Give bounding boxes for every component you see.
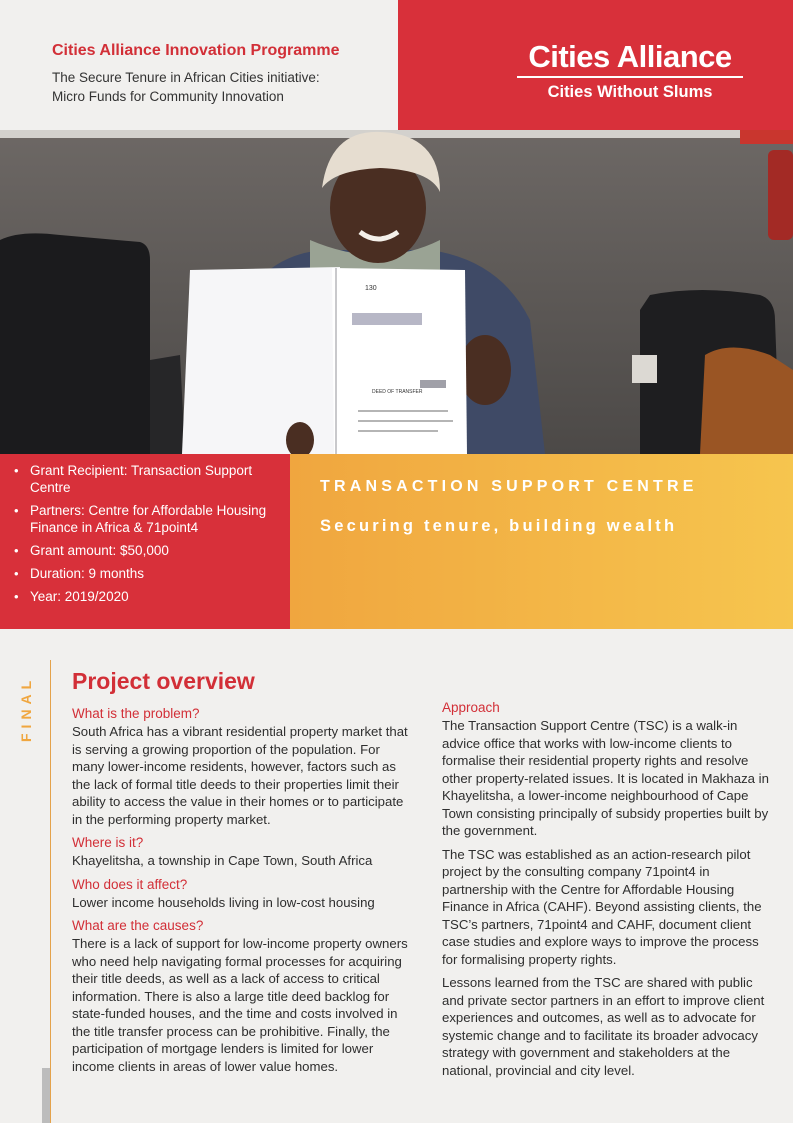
location-heading: Where is it?	[72, 835, 144, 850]
hero-photo	[0, 130, 793, 454]
cities-alliance-logo	[517, 40, 743, 102]
grant-amount: • Grant amount: $50,000	[14, 542, 282, 559]
document-right-page	[332, 268, 467, 454]
doc-number: 130	[365, 285, 377, 292]
grant-partners: • Partners: Centre for Affordable Housing Finance in Africa & 71point4	[14, 502, 282, 536]
approach-paragraph-3: Lessons learned from the TSC are shared with public and private sector partners in an effort to improve client experiences and outcomes, as well as to advocate for systemic change and to facilitate its broader advocacy strategy with government and stakeholders at the national, provincial and city level.	[442, 975, 765, 1078]
causes-text: There is a lack of support for low-income property owners who need help navigating formal processes for acquiring their title deeds, as well as a lack of access to critical information. There is also a large title deed backlog for state-funded houses, and the time and costs involved in the title transfer process can be prohibitive. Finally, the participation of mortgage lenders is limited for lower income clients in areas of lower value homes.	[72, 936, 408, 1074]
final-label: FINAL	[18, 675, 34, 742]
left-chair	[0, 233, 150, 454]
initiative-line-1: The Secure Tenure in African Cities initiative:	[52, 70, 320, 85]
affected-text: Lower income households living in low-cost housing	[72, 894, 375, 910]
logo-rule	[517, 76, 743, 78]
doc-heading: DEED OF TRANSFER	[372, 389, 423, 395]
problem-text: South Africa has a vibrant residential property market that is serving a growing proportion of the population. For many lower-income residents, however, factors such as the lack of formal title deeds to their properties limit their ability to access the value in their homes or to participate in the performing property market.	[72, 724, 408, 827]
causes-heading: What are the causes?	[72, 918, 204, 933]
fire-extinguisher	[768, 150, 793, 240]
grant-recipient: • Grant Recipient: Transaction Support Centre	[14, 462, 282, 496]
initiative-line-2: Micro Funds for Community Innovation	[52, 89, 284, 104]
overview-heading: Project overview	[72, 668, 255, 694]
header-left-panel	[0, 0, 398, 130]
approach-paragraph-2: The TSC was established as an action-research pilot project by the consulting company 71point4 in partnership with the Centre for Affordable Housing Finance in Africa (CAHF). Beyond assisting clients, the TSC’s partners, 71point4 and CAHF, document client case studies and explore ways to improve the process for formalising property rights.	[442, 846, 762, 967]
overview-left-column	[72, 705, 412, 1081]
grant-year: • Year: 2019/2020	[14, 588, 282, 605]
photo-red-strip	[740, 130, 793, 144]
logo-tagline: Cities Without Slums	[547, 83, 713, 101]
grant-info-list	[0, 454, 290, 605]
orange-bag	[700, 348, 793, 455]
side-divider	[50, 660, 51, 1123]
side-gray-block	[42, 1068, 50, 1123]
photo-illustration	[0, 130, 793, 454]
programme-title: Cities Alliance Innovation Programme	[52, 42, 340, 59]
grant-info-panel	[0, 454, 290, 629]
document-left-page	[182, 267, 340, 454]
problem-heading: What is the problem?	[72, 706, 200, 721]
approach-heading: Approach	[442, 700, 500, 715]
affected-heading: Who does it affect?	[72, 876, 188, 892]
location-text: Khayelitsha, a township in Cape Town, South Africa	[72, 853, 373, 868]
person-hand	[459, 335, 511, 405]
grant-duration: • Duration: 9 months	[14, 565, 282, 582]
initiative-subtitle	[52, 68, 382, 106]
overview-right-column	[442, 699, 772, 1085]
project-banner	[290, 454, 793, 629]
approach-paragraph-1: The Transaction Support Centre (TSC) is a walk-in advice office that works with low-income clients to formalise their residential property rights and resolve other property-related issues. It is located in Makhaza in Khayelitsha, a lower-income neighbourhood of Cape Town consisting principally of subsidy properties built by the government.	[442, 718, 769, 838]
banner-tagline: Securing tenure, building wealth	[320, 517, 678, 535]
banner-title: TRANSACTION SUPPORT CENTRE	[320, 478, 698, 495]
logo-name: Cities Alliance	[528, 39, 732, 74]
